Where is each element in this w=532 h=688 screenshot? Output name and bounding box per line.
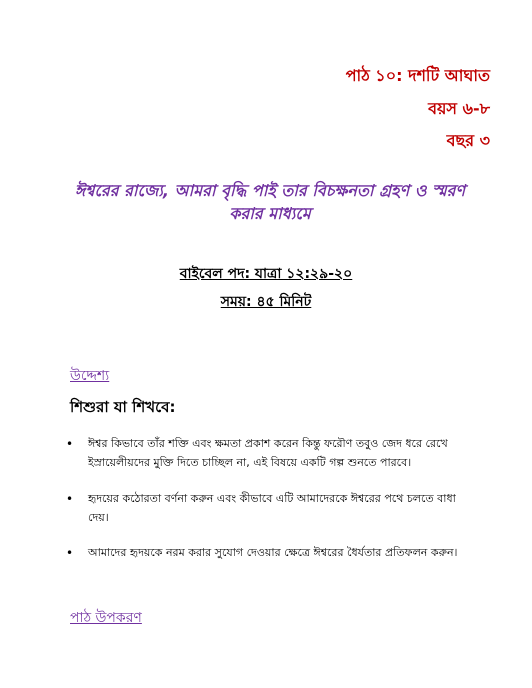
- year-level: বছর ৩: [446, 131, 490, 150]
- lesson-duration: সময়: ৪৫ মিনিট: [220, 294, 312, 310]
- objective-item: • হৃদয়ের কঠোরতা বর্ণনা করুন এবং কীভাবে এটি আমাদেরকে ঈশ্বরের পথে চলতে বাধা দেয়।: [64, 489, 474, 528]
- objectives-heading: উদ্দেশ্য: [70, 368, 110, 384]
- objective-item: • আমাদের হৃদয়কে নরম করার সুযোগ দেওয়ার ক্ষেত্রে ঈশ্বরের ধৈর্যতার প্রতিফলন করুন।: [64, 543, 474, 562]
- objectives-list: [64, 434, 474, 562]
- lesson-title: পাঠ ১০: দশটি আঘাত: [345, 66, 490, 85]
- materials-heading: পাঠ উপকরণ: [70, 610, 142, 626]
- lesson-theme: ঈশ্বরের রাজ্যে, আমরা বৃদ্ধি পাই তার বিচক্ষনতা গ্রহণ ও স্মরণ করার মাধ্যমে: [74, 181, 466, 224]
- objectives-intro: শিশুরা যা শিখবে:: [70, 398, 176, 416]
- bible-verse: বাইবেল পদ: যাত্রা ১২:২৯-২০: [179, 266, 353, 282]
- age-range: বয়স ৬-৮: [428, 99, 490, 118]
- objective-item: • ঈশ্বর কিভাবে তাঁর শক্তি এবং ক্ষমতা প্রকাশ করেন কিন্তু ফরৌণ তবুও জেদ ধরে রেখে ইস্রায়েলীয়দের মুক্তি দিতে চাচ্ছিল না, এই বিষয়ে একটি গল্প শুনতে পারবে।: [64, 434, 474, 473]
